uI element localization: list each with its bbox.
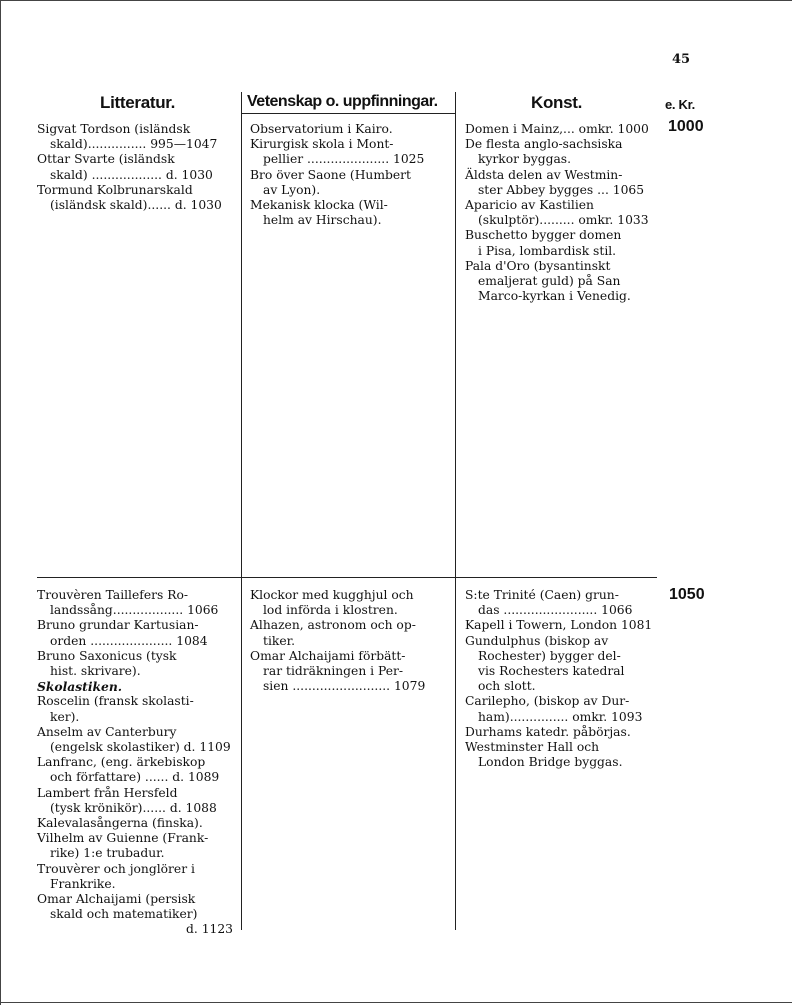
text-line: av Lyon).	[263, 182, 321, 197]
text-line: (isländsk skald)...... d. 1030	[50, 198, 222, 213]
text-line: skald och matematiker)	[50, 907, 198, 922]
text-line: ker).	[50, 709, 80, 724]
litteratur-top-column	[37, 122, 233, 213]
text-line: Omar Alchaijami (persisk	[37, 892, 196, 907]
text-line: Äldsta delen av Westmin-	[465, 167, 623, 182]
heading-litteratur: Litteratur.	[100, 93, 176, 112]
page-border-left	[0, 0, 1, 1005]
page-border-bottom	[0, 1002, 792, 1003]
text-line: landssång.................. 1066	[50, 603, 219, 618]
text-line: Lambert från Hersfeld	[37, 785, 178, 800]
text-line: Tormund Kolbrunarskald	[37, 182, 193, 197]
text-line: d. 1123	[186, 922, 233, 937]
text-line: Durhams katedr. påbörjas.	[465, 724, 631, 739]
text-line: sien ......................... 1079	[263, 679, 426, 694]
vetenskap-bottom-column	[250, 588, 447, 694]
text-line: London Bridge byggas.	[478, 755, 623, 770]
page-number: 45	[672, 52, 691, 67]
column-rule-1	[241, 92, 242, 930]
text-line: rar tidräkningen i Per-	[263, 664, 404, 679]
heading-konst: Konst.	[531, 93, 583, 112]
text-line: ster Abbey bygges ... 1065	[478, 182, 645, 197]
text-line: De flesta anglo-sachsiska	[465, 137, 623, 152]
text-line: Kirurgisk skola i Mont-	[250, 137, 394, 152]
text-line: Mekanisk klocka (Wil-	[250, 198, 388, 213]
text-line: skald)............... 995—1047	[50, 137, 218, 152]
text-line: och slott.	[478, 679, 536, 694]
text-line: hist. skrivare).	[50, 664, 141, 679]
heading-underline	[241, 113, 455, 114]
text-line: vis Rochesters katedral	[478, 664, 625, 679]
text-line: Carilepho, (biskop av Dur-	[465, 694, 630, 709]
text-line: Alhazen, astronom och op-	[250, 618, 416, 633]
text-line: (engelsk skolastiker) d. 1109	[50, 740, 231, 755]
text-line: Pala d'Oro (bysantinskt	[465, 258, 611, 273]
text-line: Bro över Saone (Humbert	[250, 167, 411, 182]
text-line: Lanfranc, (eng. ärkebiskop	[37, 755, 206, 770]
text-line: Omar Alchaijami förbätt-	[250, 648, 406, 663]
text-line: rike) 1:e trubadur.	[50, 846, 165, 861]
litteratur-bottom-column	[37, 588, 233, 938]
text-line: Trouvèren Taillefers Ro-	[37, 588, 189, 602]
text-line: Ottar Svarte (isländsk	[37, 152, 175, 167]
text-line: Bruno grundar Kartusian-	[37, 618, 199, 633]
text-line: S:te Trinité (Caen) grun-	[465, 588, 619, 602]
column-rule-2	[455, 92, 456, 930]
text-line: Kalevalasångerna (finska).	[37, 816, 203, 831]
vetenskap-top-column	[250, 122, 447, 228]
text-line: skald) .................. d. 1030	[50, 167, 213, 182]
text-line: lod införda i klostren.	[263, 603, 398, 618]
text-line: i Pisa, lombardisk stil.	[478, 243, 617, 258]
text-line: Sigvat Tordson (isländsk	[37, 122, 191, 136]
text-line: pellier ..................... 1025	[263, 152, 425, 167]
text-line: Marco-kyrkan i Venedig.	[478, 289, 631, 304]
text-line: Observatorium i Kairo.	[250, 122, 393, 136]
text-line: Aparicio av Kastilien	[465, 198, 594, 213]
text-line: kyrkor byggas.	[478, 152, 572, 167]
text-line: orden ..................... 1084	[50, 633, 208, 648]
text-line: Trouvèrer och jonglörer i	[37, 861, 195, 876]
text-line: och författare) ...... d. 1089	[50, 770, 220, 785]
heading-era: e. Kr.	[665, 97, 695, 112]
period-divider	[37, 577, 657, 578]
text-line: das ........................ 1066	[478, 603, 633, 618]
text-line: helm av Hirschau).	[263, 213, 382, 228]
text-line: emaljerat guld) på San	[478, 274, 621, 289]
text-line: (skulptör)......... omkr. 1033	[478, 213, 649, 228]
text-line: Domen i Mainz,... omkr. 1000	[465, 122, 649, 136]
text-line: Klockor med kugghjul och	[250, 588, 414, 602]
heading-vetenskap: Vetenskap o. uppfinningar.	[247, 93, 438, 110]
text-line: Westminster Hall och	[465, 740, 600, 755]
text-line: Anselm av Canterbury	[37, 724, 177, 739]
text-line: Roscelin (fransk skolasti-	[37, 694, 194, 709]
text-line: Bruno Saxonicus (tysk	[37, 648, 177, 663]
konst-top-column	[465, 122, 662, 304]
text-line: ham)............... omkr. 1093	[478, 709, 643, 724]
text-line: Frankrike.	[50, 876, 116, 891]
konst-bottom-column	[465, 588, 662, 770]
text-line: Buschetto bygger domen	[465, 228, 622, 243]
text-line: Rochester) bygger del-	[478, 648, 621, 663]
text-line: Kapell i Towern, London 1081	[465, 618, 653, 633]
text-line: Vilhelm av Guienne (Frank-	[37, 831, 209, 846]
text-line: Skolastiken.	[37, 679, 123, 695]
page-border-top	[0, 0, 792, 1]
text-line: (tysk krönikör)...... d. 1088	[50, 800, 217, 815]
year-marker-1050: 1050	[669, 586, 705, 603]
text-line: tiker.	[263, 633, 296, 648]
text-line: Gundulphus (biskop av	[465, 633, 609, 648]
year-marker-1000: 1000	[668, 118, 704, 135]
